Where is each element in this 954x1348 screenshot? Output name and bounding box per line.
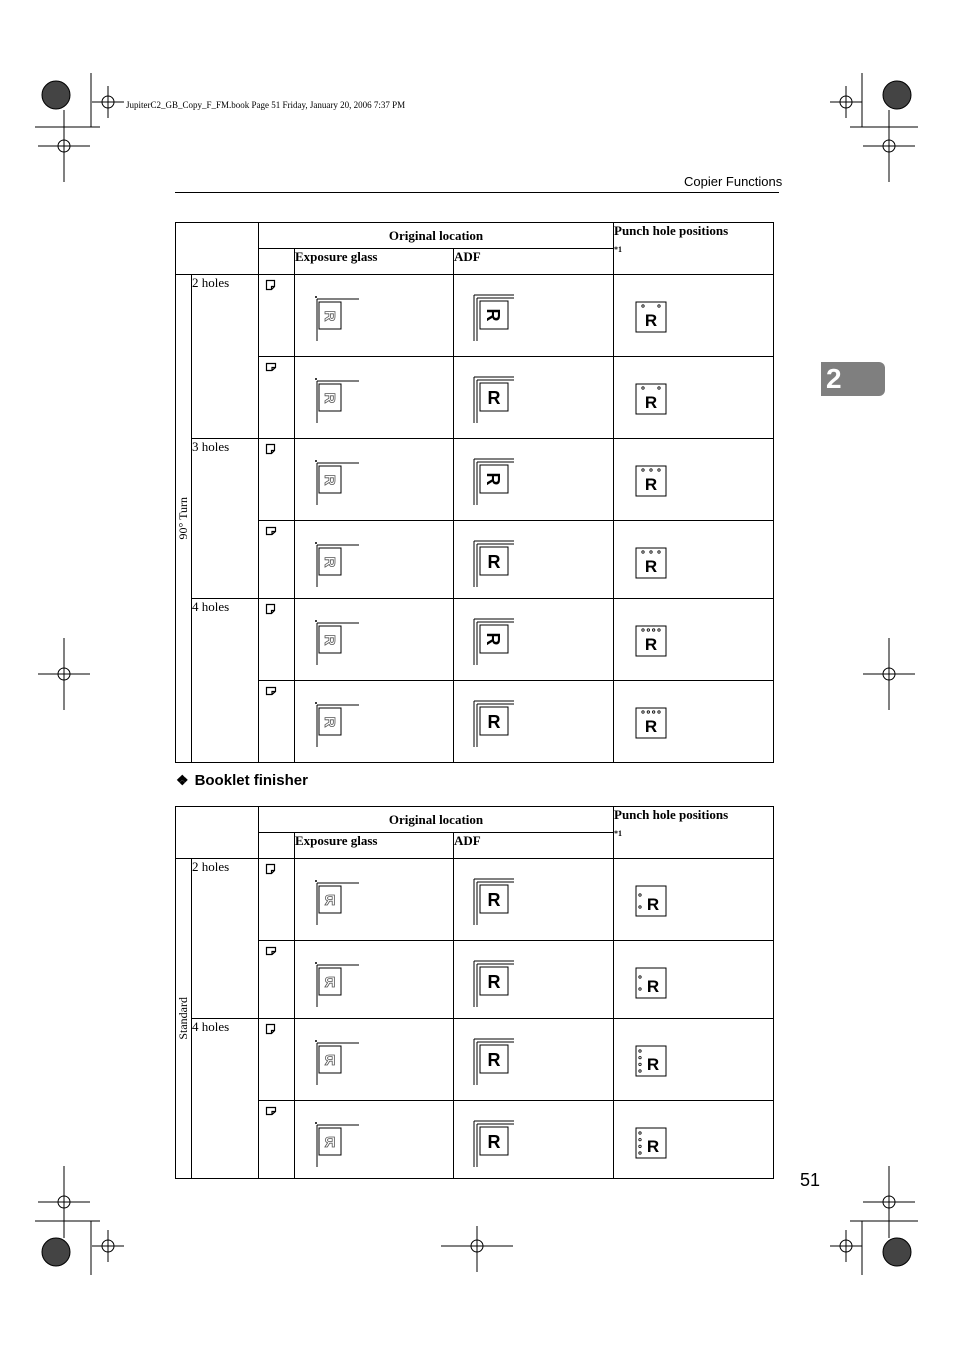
table-row [176, 357, 774, 439]
orientation-cell [259, 357, 295, 439]
table-row [176, 439, 774, 521]
punch-position-cell [614, 681, 774, 763]
letter-r-icon: R [487, 1132, 501, 1152]
landscape-paper-icon [265, 361, 277, 373]
mirrored-letter-icon: R [321, 634, 338, 646]
portrait-paper-icon [265, 863, 277, 875]
exposure-glass-placement-icon [299, 697, 359, 747]
exposure-glass-placement-icon [299, 537, 359, 587]
mirrored-letter-icon: R [321, 392, 338, 404]
letter-r-icon: R [646, 1137, 660, 1156]
diamond-bullet-icon: ❖ [176, 772, 189, 788]
exposure-glass-placement-icon [299, 875, 359, 925]
hole-count-label: 4 holes [192, 599, 230, 614]
punch-table-standard [175, 806, 774, 1179]
adf-placement-icon [454, 1035, 514, 1085]
exposure-glass-cell [295, 599, 454, 681]
exposure-glass-cell [295, 357, 454, 439]
orientation-cell [259, 859, 295, 941]
hole-count-label: 3 holes [192, 439, 230, 454]
hole-count-label: 2 holes [192, 275, 230, 290]
punch-hole-result-icon [632, 1043, 682, 1083]
letter-r-icon: R [646, 1055, 660, 1074]
hole-count-cell [192, 859, 259, 1019]
table2-body [176, 859, 774, 1179]
adf-placement-icon [454, 615, 514, 665]
punch-hole-positions-header [614, 807, 774, 859]
group-label-cell [176, 859, 192, 1179]
mirrored-letter-icon: R [321, 474, 338, 486]
adf-placement-icon [454, 697, 514, 747]
punch-hole-result-icon [632, 463, 682, 503]
adf-cell [454, 599, 614, 681]
adf-placement-icon [454, 875, 514, 925]
punch-position-cell [614, 521, 774, 599]
landscape-paper-icon [265, 1105, 277, 1117]
exposure-glass-placement-icon [299, 373, 359, 423]
punch-position-cell [614, 941, 774, 1019]
adf-placement-icon [454, 1117, 514, 1167]
table-row [176, 1101, 774, 1179]
orientation-header-blank [259, 249, 295, 275]
adf-cell [454, 1101, 614, 1179]
letter-r-icon: R [646, 977, 660, 996]
table-row [176, 681, 774, 763]
table-row [176, 859, 774, 941]
page-number: 51 [800, 1170, 821, 1190]
letter-r-icon: R [644, 717, 658, 736]
orientation-header-blank [259, 833, 295, 859]
punch-hole-result-icon [632, 299, 682, 339]
hole-count-label: 4 holes [192, 1019, 230, 1034]
orientation-cell [259, 1101, 295, 1179]
adf-header: ADF [454, 249, 614, 275]
punch-position-cell [614, 859, 774, 941]
punch-hole-result-icon [632, 965, 682, 1005]
landscape-paper-icon [265, 525, 277, 537]
corner-cell [176, 807, 259, 859]
letter-r-icon: R [487, 552, 501, 572]
mirrored-letter-icon: R [321, 310, 338, 322]
exposure-glass-placement-icon [299, 615, 359, 665]
portrait-paper-icon [265, 279, 277, 291]
adf-cell [454, 357, 614, 439]
hole-count-cell [192, 275, 259, 439]
punch-hole-result-icon [632, 623, 682, 663]
letter-r-icon: R [483, 632, 503, 646]
adf-placement-icon [454, 455, 514, 505]
mirrored-letter-icon: R [324, 974, 336, 991]
letter-r-icon: R [644, 557, 658, 576]
original-location-header: Original location [259, 807, 614, 833]
table1-body [176, 275, 774, 763]
letter-r-icon: R [646, 895, 660, 914]
orientation-cell [259, 1019, 295, 1101]
portrait-paper-icon [265, 1023, 277, 1035]
mirrored-letter-icon: R [321, 556, 338, 568]
hole-count-cell [192, 439, 259, 599]
table-row [176, 1019, 774, 1101]
punch-hole-positions-header [614, 223, 774, 275]
header-rule [175, 192, 779, 193]
adf-cell [454, 1019, 614, 1101]
table-row [176, 275, 774, 357]
punch-hole-positions-label: Punch hole positions [614, 223, 729, 238]
adf-header: ADF [454, 833, 614, 859]
hole-count-cell [192, 1019, 259, 1179]
group-label-cell [176, 275, 192, 763]
letter-r-icon: R [487, 890, 501, 910]
letter-r-icon: R [644, 635, 658, 654]
table-row [176, 521, 774, 599]
exposure-glass-cell [295, 681, 454, 763]
footnote-mark: *1 [614, 245, 622, 254]
book-info: JupiterC2_GB_Copy_F_FM.book Page 51 Friday, January 20, 2006 7:37 PM [126, 100, 406, 110]
orientation-cell [259, 941, 295, 1019]
orientation-cell [259, 439, 295, 521]
section-title: Booklet finisher [194, 772, 308, 789]
orientation-cell [259, 521, 295, 599]
exposure-glass-cell [295, 859, 454, 941]
punch-hole-positions-label: Punch hole positions [614, 807, 729, 822]
adf-cell [454, 681, 614, 763]
orientation-cell [259, 275, 295, 357]
exposure-glass-placement-icon [299, 291, 359, 341]
exposure-glass-placement-icon [299, 1035, 359, 1085]
letter-r-icon: R [483, 308, 503, 322]
mirrored-letter-icon: R [321, 716, 338, 728]
footnote-mark: *1 [614, 829, 622, 838]
orientation-cell [259, 599, 295, 681]
adf-placement-icon [454, 291, 514, 341]
punch-position-cell [614, 1019, 774, 1101]
corner-cell [176, 223, 259, 275]
punch-position-cell [614, 1101, 774, 1179]
punch-hole-result-icon [632, 1125, 682, 1165]
landscape-paper-icon [265, 945, 277, 957]
exposure-glass-header: Exposure glass [295, 833, 454, 859]
punch-hole-result-icon [632, 705, 682, 745]
adf-placement-icon [454, 957, 514, 1007]
table-row [176, 941, 774, 1019]
letter-r-icon: R [487, 712, 501, 732]
punch-position-cell [614, 599, 774, 681]
hole-count-cell [192, 599, 259, 763]
mirrored-letter-icon: R [324, 1052, 336, 1069]
exposure-glass-cell [295, 1101, 454, 1179]
exposure-glass-placement-icon [299, 957, 359, 1007]
exposure-glass-placement-icon [299, 455, 359, 505]
mirrored-letter-icon: R [324, 892, 336, 909]
adf-cell [454, 859, 614, 941]
letter-r-icon: R [644, 475, 658, 494]
adf-cell [454, 439, 614, 521]
exposure-glass-cell [295, 941, 454, 1019]
group-label: Standard [176, 997, 190, 1040]
adf-cell [454, 521, 614, 599]
adf-placement-icon [454, 373, 514, 423]
table-row [176, 599, 774, 681]
exposure-glass-cell [295, 439, 454, 521]
exposure-glass-cell [295, 1019, 454, 1101]
running-header: Copier Functions [684, 174, 783, 189]
hole-count-label: 2 holes [192, 859, 230, 874]
orientation-cell [259, 681, 295, 763]
adf-cell [454, 275, 614, 357]
chapter-tab: 2 [821, 362, 885, 396]
portrait-paper-icon [265, 443, 277, 455]
portrait-paper-icon [265, 603, 277, 615]
original-location-header: Original location [259, 223, 614, 249]
punch-position-cell [614, 275, 774, 357]
landscape-paper-icon [265, 685, 277, 697]
punch-position-cell [614, 357, 774, 439]
exposure-glass-header: Exposure glass [295, 249, 454, 275]
group-label: 90° Turn [176, 497, 190, 540]
punch-hole-result-icon [632, 381, 682, 421]
mirrored-letter-icon: R [324, 1134, 336, 1151]
punch-hole-result-icon [632, 545, 682, 585]
letter-r-icon: R [487, 1050, 501, 1070]
punch-hole-result-icon [632, 883, 682, 923]
letter-r-icon: R [644, 393, 658, 412]
punch-table-90-turn [175, 222, 774, 763]
letter-r-icon: R [644, 311, 658, 330]
exposure-glass-cell [295, 521, 454, 599]
adf-placement-icon [454, 537, 514, 587]
exposure-glass-cell [295, 275, 454, 357]
section-heading [176, 772, 308, 789]
punch-position-cell [614, 439, 774, 521]
letter-r-icon: R [487, 388, 501, 408]
exposure-glass-placement-icon [299, 1117, 359, 1167]
adf-cell [454, 941, 614, 1019]
letter-r-icon: R [483, 472, 503, 486]
letter-r-icon: R [487, 972, 501, 992]
